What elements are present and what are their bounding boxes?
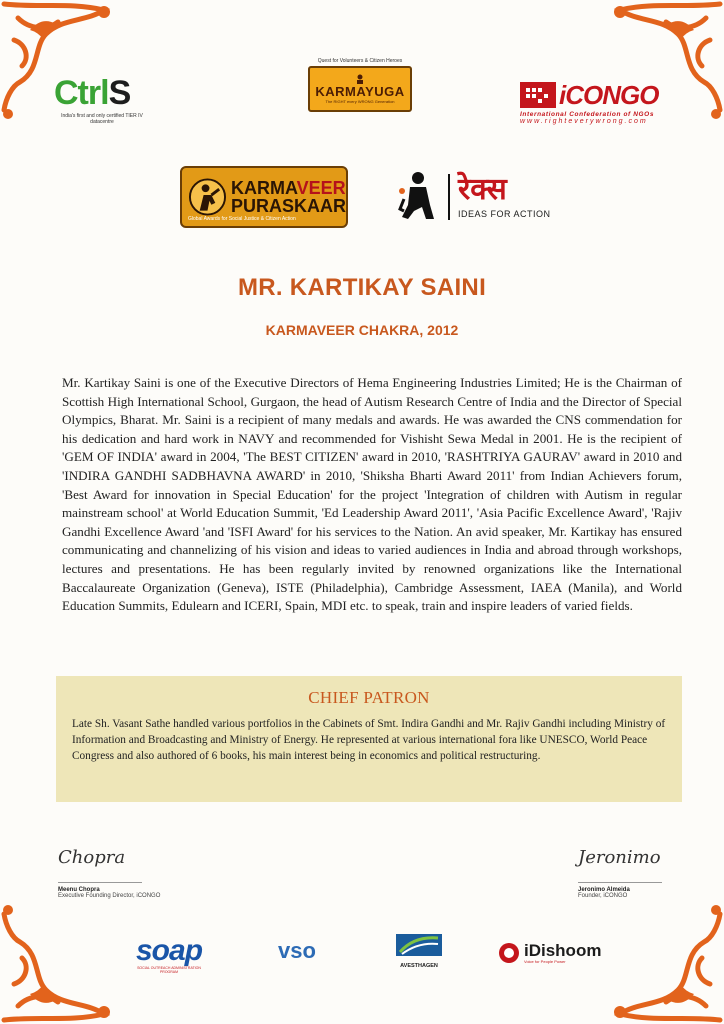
- award-title: KARMAVEER CHAKRA, 2012: [265, 322, 459, 338]
- ctrls-word-b: S: [108, 74, 131, 112]
- signature-right-line: [578, 882, 662, 883]
- karmayuga-badge: [308, 66, 412, 112]
- karmaveer-line2: PURASKAAR: [230, 196, 346, 216]
- soap-wordmark: soap: [136, 934, 203, 967]
- avesthagen-leaf-icon: [394, 932, 444, 958]
- ctrls-subtitle: India's first and only certified TIER IV datacentre: [61, 113, 143, 125]
- ctrls-wordmark: [54, 76, 164, 110]
- recipient-name: MR. KARTIKAY SAINI: [237, 274, 487, 301]
- sponsor-logos: [0, 928, 724, 978]
- icongo-emblem-icon: [520, 82, 556, 108]
- icongo-subtitle: International Confederation of NGOs: [520, 111, 655, 118]
- idishoom-logo: [498, 942, 601, 964]
- vso-wordmark: vso: [278, 938, 316, 963]
- soap-subtitle: SOCIAL OUTREACH ADMINISTRATION PROGRAM: [137, 966, 201, 974]
- karmayuga-title: KARMAYUGA: [315, 84, 405, 99]
- signature-right-script: Jeronimo: [578, 847, 661, 868]
- icongo-url: www.righteverywrong.com: [520, 118, 648, 125]
- idishoom-wordmark: iDishoom: [524, 941, 602, 960]
- karmaveer-tagline: Global Awards for Social Justice & Citizen Action: [188, 216, 296, 222]
- signature-left: [58, 838, 208, 899]
- karmaveer-puraskaar-logo: [180, 166, 348, 228]
- ctrls-logo: [54, 76, 164, 125]
- karmaveer-line1: [231, 179, 346, 197]
- soap-logo: [136, 936, 208, 974]
- signature-right: [578, 838, 688, 899]
- signature-left-name: Meenu Chopra: [58, 887, 100, 893]
- signature-right-role: Founder, iCONGO: [578, 893, 628, 899]
- karmayuga-subtitle: The RIGHT every WRONG Generation: [325, 99, 395, 104]
- icongo-logo: [520, 82, 684, 125]
- idishoom-subtitle: Voice for People Power: [524, 959, 566, 964]
- karmaveer-figure-icon: [188, 177, 227, 217]
- ideas-for-action-divider: [448, 174, 450, 220]
- ideas-for-action-tagline: IDEAS FOR ACTION: [458, 209, 551, 219]
- chief-patron-text: Late Sh. Vasant Sathe handled various portfolios in the Cabinets of Smt. Indira Gandhi and Mr. Rajiv Gandhi including Ministry of Information and Broadcasting and Ministry of Energy. He represented at various international fora like UNESCO, World Peace Congress and also authored of 6 books, his main interest being in economics and political restructuring.: [72, 718, 666, 762]
- idishoom-emblem-icon: [498, 942, 520, 964]
- karmayuga-tagline: Quest for Volunteers & Citizen Heroes: [317, 58, 403, 64]
- signature-right-name: Jeronimo Almeida: [578, 887, 630, 893]
- ideas-for-action-logo: [396, 166, 576, 228]
- avesthagen-logo: [394, 932, 444, 969]
- karmayuga-figure-icon: [354, 74, 366, 84]
- signature-left-script: Chopra: [58, 847, 126, 868]
- kneeling-figure-icon: [396, 169, 440, 225]
- avesthagen-name: AVESTHAGEN: [400, 963, 438, 969]
- karmayuga-logo: [308, 58, 412, 112]
- ctrls-word-a: Ctrl: [54, 74, 109, 112]
- signature-left-line: [58, 882, 142, 883]
- vso-logo: [278, 938, 316, 964]
- signature-left-role: Executive Founding Director, iCONGO: [58, 893, 161, 899]
- ideas-for-action-hindi: रेक्स: [458, 172, 507, 207]
- karmaveer-karma: KARMA: [230, 178, 297, 198]
- icongo-wordmark: iCONGO: [559, 80, 659, 110]
- karmaveer-veer: VEER: [296, 178, 346, 198]
- chief-patron-title: CHIEF PATRON: [308, 688, 430, 707]
- recipient-bio: Mr. Kartikay Saini is one of the Executive Directors of Hema Engineering Industries Limited; He is the Chairman of Scottish High International School, Gurgaon, the head of Autism Research Centre of India and the Director of Special Olympics, Bharat. Mr. Saini is a recipient of many medals and awards. He was awarded the CNS commendation for his dedication and hard work in NAVY and recommended for Vishisht Sewa Medal in 2001. He is the recipient of 'GEM OF INDIA' award in 2004, 'The BEST CITIZEN' award in 2010, 'RASHTRIYA GAURAV' award in 2010 and 'INDIRA GANDHI SADBHAVNA AWARD' in 2010, 'Shiksha Bharti Award 2011' from Indian Achievers forum, 'Best Award for innovation in Special Education' for the project 'Integration of children with Autism in regular mainstream school' at World Education Summit, 'Ed Leadership Award 2011', 'Asia Pacific Excellence Award', 'Rajiv Gandhi Excellence Award 'and 'ISFI Award' for his services to the Nation. An avid speaker, Mr. Kartikay has ensured communicating and channelizing of his vision and ideas to varied audiences in India and abroad through workshops, lectures and presentations. He has been regularly invited by renowned organizations like the International Baccalaureate Organization (Geneva), ISTE (Philadelphia), Cambridge Assessment, IAEA (Manila), and World Education Summits, Edulearn and ICERI, Spain, MDI etc. to speak, train and inspire leaders of varied fields.: [62, 375, 682, 614]
- chief-patron-box: [56, 676, 682, 802]
